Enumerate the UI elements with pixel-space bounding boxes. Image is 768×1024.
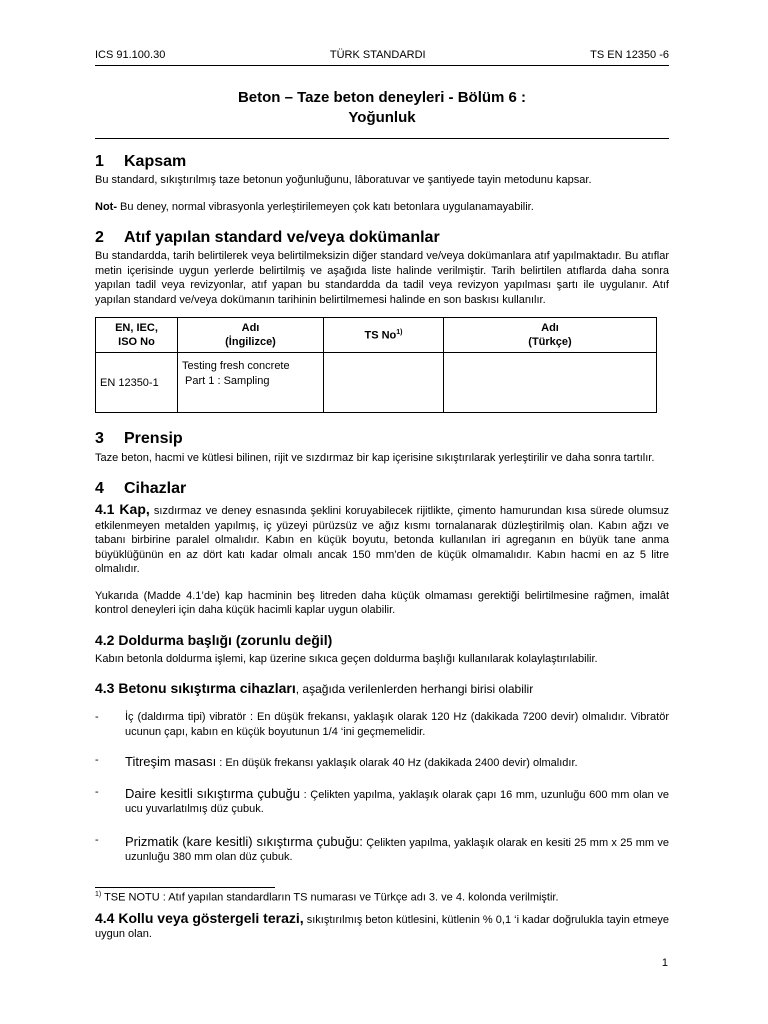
- clause-4-2-heading: 4.2 Doldurma başlığı (zorunlu değil): [95, 631, 333, 648]
- list-item: - Prizmatik (kare kesitli) sıkıştırma çubuğu: Çelikten yapılma, yaklaşık olarak en kesiti 25 mm x 25 mm ve uzunluğu 380 mm olan düz çubuk.: [95, 833, 669, 864]
- section-number: 2: [95, 229, 104, 247]
- cell-name-english: Testing fresh concrete Part 1 : Sampling: [178, 353, 324, 413]
- section-4-heading: [95, 479, 669, 498]
- cell-standard-no: EN 12350-1: [96, 353, 178, 413]
- section-title: Cihazlar: [124, 480, 187, 498]
- col-header-en-iec-iso: EN, IEC, ISO No: [96, 318, 178, 353]
- clause-4-3-heading: [95, 680, 669, 697]
- scope-paragraph: Bu standard, sıkıştırılmış taze betonun yoğunluğunu, lâboratuvar ve şantiyede tayin metodunu kapsar.: [95, 174, 592, 187]
- title-rule: [95, 138, 669, 139]
- section-number: 1: [95, 153, 104, 171]
- note-text: Bu deney, normal vibrasyonla yerleştirilemeyen çok katı betonlara uygulanamayabilir.: [117, 200, 534, 213]
- clause-4-1-lead: 4.1 Kap,: [95, 501, 150, 518]
- title-line-1: Beton – Taze beton deneyleri - Bölüm 6 :: [237, 88, 527, 106]
- header-standard-number: TS EN 12350 -6: [590, 49, 669, 61]
- clause-4-4: [95, 909, 669, 942]
- section-number: 4: [95, 480, 104, 498]
- col-header-ts-no: TS No$^{1)}$: [324, 318, 444, 353]
- scope-note: [95, 200, 669, 215]
- list-item: - Titreşim masası : En düşük frekansı yaklaşık olarak 40 Hz (dakikada 2400 devir) olmalıdır.: [95, 754, 578, 770]
- clause-4-4-text: sıkıştırılmış beton kütlesini, kütlenin % 0,1 ‘i kadar doğrulukla tayin etmeye uygun olan.: [95, 913, 669, 941]
- running-header: [95, 48, 669, 63]
- header-rule: [95, 65, 669, 66]
- section-title: Prensip: [124, 430, 183, 448]
- cell-name-turkish: [444, 353, 657, 413]
- table-row: [96, 353, 657, 413]
- list-item: - Daire kesitli sıkıştırma çubuğu : Çelikten yapılma, yaklaşık olarak çapı 16 mm, uzunluğu 600 mm olan ve ucu yuvarlatılmış düz çubuk.: [95, 785, 669, 816]
- title-line-2: Yoğunluk: [348, 108, 416, 126]
- principle-paragraph: Taze beton, hacmi ve kütlesi bilinen, rijit ve sızdırmaz bir kap içerisine sıkıştırılarak yerleştirilir ve daha sonra tartılır.: [95, 451, 655, 464]
- table-header-row: [96, 318, 657, 353]
- cell-ts-no: [324, 353, 444, 413]
- section-title: Atıf yapılan standard ve/veya dokümanlar: [124, 229, 440, 247]
- footnote-rule: [95, 887, 275, 888]
- footnote-mark: 1): [396, 328, 403, 336]
- clause-4-2-text: Kabın betonla doldurma işlemi, kap üzerine sıkıca geçen doldurma başlığı kullanılarak kolaylaştırılabilir.: [95, 652, 598, 665]
- document-title: [95, 88, 669, 129]
- section-title: Kapsam: [124, 153, 187, 171]
- footnote-text: TSE NOTU : Atıf yapılan standardların TS numarası ve Türkçe adı 3. ve 4. kolonda verilmiştir.: [101, 891, 559, 904]
- col-header-name-turkish: Adı (Türkçe): [444, 318, 657, 353]
- section-1-heading: [95, 152, 669, 171]
- header-ics: ICS 91.100.30: [95, 49, 166, 61]
- clause-4-4-lead: 4.4 Kollu veya göstergeli terazi,: [95, 909, 304, 926]
- clause-4-1-text: sızdırmaz ve deney esnasında şeklini koruyabilecek rijitlikte, çimento hamurundan kısa sürede olumsuz etkilenmeyen metalden yapılmış, iç yüzeyi pürüzsüz ve ağız kısmı tornalanarak düzleştirilmiş olan. Kabın ağzı ve tabanı birbirine paralel olmalıdır. Kabın en küçük boyutu, betonda kullanılan iri agreganın en büyük tane anma büyüklüğünün en az dört katı kadar olmalı ancak 150 mm’den de küçük olmamalıdır. Kabın hacmi en az 5 litre olmalıdır.: [95, 505, 669, 576]
- clause-4-1-paragraph-2: Yukarıda (Madde 4.1’de) kap hacminin beş litreden daha küçük olmaması gerektiği belirtilmesine rağmen, imalât kontrol deneyleri için daha küçük hacimli kaplar uygun olabilir.: [95, 589, 669, 617]
- footnote: [95, 890, 669, 905]
- page-number: 1: [661, 957, 668, 969]
- section-2-heading: [95, 228, 669, 247]
- document-page: [95, 48, 669, 942]
- references-table: [95, 317, 657, 413]
- col-header-name-english: Adı (İngilizce): [178, 318, 324, 353]
- references-paragraph: Bu standardda, tarih belirtilerek veya belirtilmeksizin diğer standard ve/veya dokümanlara atıf yapılmaktadır. Bu atıflar metin içerisinde uygun yerlerde belirtilmiş ve aşağıda liste halinde verilmiştir. Tarih belirtilen atıflarda daha sonra yapılan tadil veya revizyonlar, atıf yapan bu standardda da tadil veya revizyon yapılması şartı ile uygulanır. Atıf yapılan standard ve/veya dokümanın tarihinin belirtilmemesi halinde en son baskısı kullanılır.: [95, 250, 669, 306]
- list-item: - İç (daldırma tipi) vibratör : En düşük frekansı, yaklaşık olarak 120 Hz (dakikada 7200 devir) olmalıdır. Vibratör ucunun çapı, kabın en küçük boyutunun 1/4 ‘ini geçmemelidir.: [95, 711, 669, 738]
- clause-4-3-rest: , aşağıda verilenlerden herhangi birisi olabilir: [295, 682, 534, 697]
- note-label: Not-: [95, 200, 117, 213]
- footnote-mark: 1): [95, 890, 102, 898]
- clause-4-1: [95, 500, 669, 577]
- clause-4-3-title: 4.3 Betonu sıkıştırma cihazları: [95, 680, 296, 697]
- header-standard-type: TÜRK STANDARDI: [329, 49, 426, 61]
- section-3-heading: [95, 429, 669, 448]
- section-number: 3: [95, 430, 104, 448]
